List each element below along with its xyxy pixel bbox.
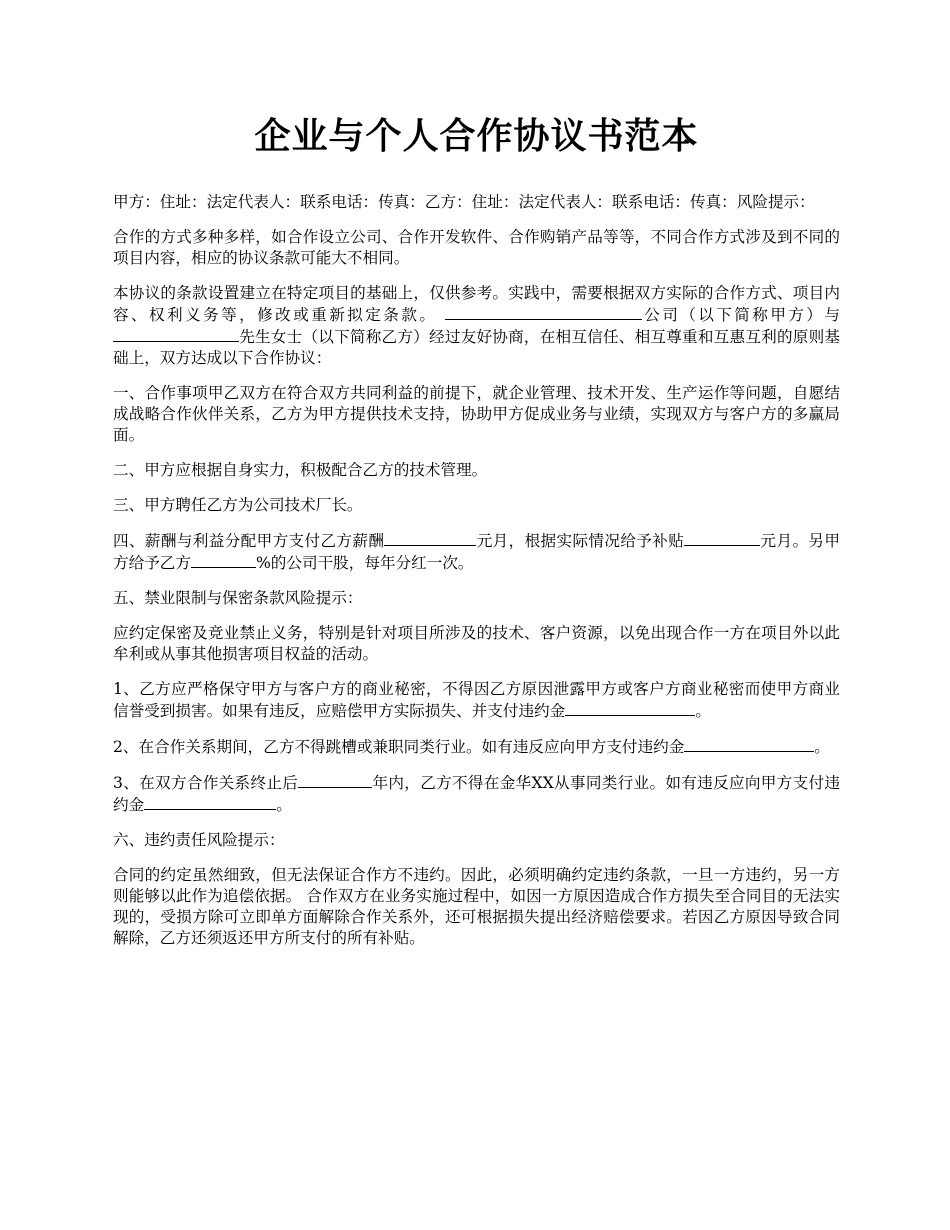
clause-5-item-1 (113, 679, 840, 722)
clause-6-note: 合同的约定虽然细致，但无法保证合作方不违约。因此，必须明确约定违约条款，一旦一方违约，另一方则能够以此作为追偿依据。 合作双方在业务实施过程中，如因一方原因造成合作方损失至合同目的无法实现的，受损方除可立即单方面解除合作关系外，还可根据损失提出经济赔偿要求。若因乙方原因导致合同解除，乙方还须返还甲方所支付的所有补贴。 (113, 866, 840, 947)
clause-5-3-text-2: 年内，乙方不得在金华XX从事同类行业。如有违反应向甲方支付违约金 (113, 774, 840, 814)
intro-paragraph-1: 合作的方式多种多样，如合作设立公司、合作开发软件、合作购销产品等等，不同合作方式涉及到不同的项目内容，相应的协议条款可能大不相同。 (113, 228, 840, 267)
clause-5-1-text-2: 。 (695, 702, 711, 720)
intro-2-text-2: 公司（以下简称甲方）与 (641, 306, 840, 324)
penalty-blank-2a (684, 736, 730, 752)
share-percent-blank (191, 552, 256, 568)
clause-6-heading: 六、违约责任风险提示： (113, 831, 285, 849)
clause-5-item-2 (113, 736, 840, 758)
header-fields: 甲方：住址：法定代表人：联系电话：传真：乙方：住址：法定代表人：联系电话：传真：风险提示： (113, 193, 815, 211)
clause-4 (113, 530, 840, 574)
clause-4-text-4: %的公司干股，每年分红一次。 (255, 554, 474, 572)
document-title: 企业与个人合作协议书范本 (254, 115, 699, 157)
clause-4-text-2: 元月，根据实际情况给予补贴 (476, 532, 685, 550)
clause-2: 二、甲方应根据自身实力，积极配合乙方的技术管理。 (113, 461, 488, 479)
salary-blank (384, 530, 476, 546)
intro-2-text-1: 本协议的条款设置建立在特定项目的基础上，仅供参考。实践中，需要根据双方实际的合作方式、项目内容、权利义务等，修改或重新拟定条款。 (113, 284, 840, 324)
clause-5-item-3 (113, 772, 840, 816)
document-page (113, 112, 840, 963)
subsidy-blank (684, 530, 760, 546)
penalty-blank-3 (144, 794, 276, 810)
clause-5-note: 应约定保密及竞业禁止义务，特别是针对项目所涉及的技术、客户资源，以免出现合作一方在项目外以此牟利或从事其他损害项目权益的活动。 (113, 624, 840, 663)
penalty-blank-1a (565, 700, 621, 716)
clause-5-1-text-1: 1、乙方应严格保守甲方与客户方的商业秘密，不得因乙方原因泄露甲方或客户方商业秘密而使甲方商业信誉受到损害。如果有违反，应赔偿甲方实际损失、并支付违约金 (113, 680, 840, 720)
intro-2-text-3: 先生女士（以下简称乙方）经过友好协商，在相互信任、相互尊重和互惠互利的原则基础上，双方达成以下合作协议： (113, 328, 840, 367)
person-name-blank (113, 326, 239, 342)
company-name-blank (445, 304, 642, 320)
clause-3: 三、甲方聘任乙方为公司技术厂长。 (113, 496, 363, 514)
intro-paragraph-2 (113, 283, 840, 369)
penalty-blank-2b (730, 736, 814, 752)
clause-5-2-text-2: 。 (814, 738, 830, 756)
clause-5-2-text-1: 2、在合作关系期间，乙方不得跳槽或兼职同类行业。如有违反应向甲方支付违约金 (113, 738, 685, 756)
years-blank (298, 772, 372, 788)
clause-5-heading: 五、禁业限制与保密条款风险提示： (113, 589, 363, 607)
clause-5-3-text-1: 3、在双方合作关系终止后 (113, 774, 299, 792)
clause-4-text-3: 元月。另甲方给予乙方 (113, 532, 840, 572)
penalty-blank-1b (621, 700, 695, 716)
clause-1: 一、合作事项甲乙双方在符合双方共同利益的前提下，就企业管理、技术开发、生产运作等问题，自愿结成战略合作伙伴关系，乙方为甲方提供技术支持，协助甲方促成业务与业绩，实现双方与客户方的多赢局面。 (113, 384, 840, 444)
clause-5-3-text-3: 。 (276, 796, 292, 814)
clause-4-text-1: 四、薪酬与利益分配甲方支付乙方薪酬 (113, 532, 385, 550)
